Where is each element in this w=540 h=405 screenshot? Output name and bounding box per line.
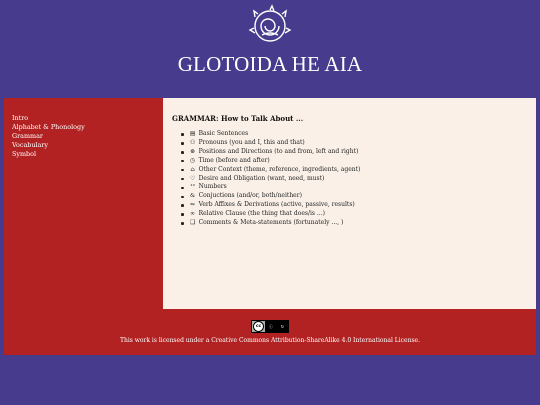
license-text[interactable]: This work is licensed under a Creative Commons Attribution-ShareAlike 4.0 International License. [119, 337, 420, 344]
bullet [181, 169, 184, 172]
topic-label[interactable]: Positions and Directions (to and from, left and right) [198, 147, 359, 155]
link-icon: ∞ [190, 211, 196, 218]
heart-icon: ♡ [189, 175, 196, 182]
topic-desire-obligation[interactable] [181, 175, 360, 184]
topic-conjunctions[interactable] [181, 192, 360, 201]
topic-label[interactable]: Desire and Obligation (want, need, must) [198, 174, 325, 182]
numbers-icon: ¹² [190, 184, 195, 191]
sidebar-nav [12, 114, 162, 159]
topic-label[interactable]: Conjuctions (and/or, both/neither) [198, 192, 302, 200]
ampersand-icon: & [190, 193, 196, 200]
topic-relative-clause[interactable] [181, 210, 360, 219]
sidebar-item-symbol[interactable]: Symbol [12, 150, 37, 158]
sidebar-item-intro[interactable]: Intro [12, 114, 29, 122]
topic-label[interactable]: Basic Sentences [198, 130, 249, 137]
topic-label[interactable]: Time (before and after) [198, 156, 270, 164]
bullet [181, 222, 184, 225]
bullet [181, 213, 184, 216]
site-title: GLOTOIDA HE AIA [177, 52, 363, 76]
book-icon: ▤ [189, 131, 196, 137]
bullet [181, 196, 184, 199]
tag-icon: ⌂ [190, 166, 195, 173]
sidebar-item-grammar[interactable]: Grammar [12, 132, 43, 140]
topic-label[interactable]: Comments & Meta-statements (fortunately ..., ) [198, 219, 344, 227]
topic-pronouns[interactable] [181, 139, 360, 148]
rose-emblem-icon [248, 3, 292, 47]
bullet [181, 178, 184, 181]
topic-time[interactable] [181, 157, 360, 166]
comment-icon: ❏ [189, 220, 196, 227]
bullet [181, 187, 184, 190]
bullet [181, 142, 184, 145]
sidebar-item-vocabulary[interactable]: Vocabulary [12, 141, 48, 149]
creative-commons-icon: cc [253, 321, 264, 332]
topic-list [181, 130, 360, 228]
topic-label[interactable]: Relative Clause (the thing that does/is ...) [198, 210, 325, 218]
topic-label[interactable]: Other Context (theme, reference, ingredients, agent) [198, 165, 361, 173]
affix-icon: ⇋ [190, 202, 196, 209]
topic-label[interactable]: Verb Affixes & Derivations (active, passive, results) [198, 201, 355, 209]
page-heading: GRAMMAR: How to Talk About ... [172, 114, 304, 123]
bullet [181, 133, 184, 136]
sidebar-item-alphabet-phonology[interactable]: Alphabet & Phonology [12, 123, 85, 131]
topic-label[interactable]: Pronouns (you and I, this and that) [198, 138, 305, 146]
bullet [181, 160, 184, 163]
main-content [163, 98, 536, 309]
topic-verb-affixes[interactable] [181, 201, 360, 210]
content-frame [4, 98, 536, 355]
clock-icon: ◷ [190, 157, 196, 164]
bullet [181, 151, 184, 154]
topic-numbers[interactable] [181, 183, 360, 192]
by-sa-icon: ⓘ ↻ [265, 321, 288, 332]
topic-label[interactable]: Numbers [198, 183, 227, 191]
topic-comments[interactable] [181, 219, 360, 228]
topic-other-context[interactable] [181, 166, 360, 175]
compass-icon: ⊛ [190, 148, 196, 155]
cc-license-badge[interactable] [251, 320, 289, 333]
topic-positions-directions[interactable] [181, 148, 360, 157]
bullet [181, 204, 184, 207]
topic-basic-sentences[interactable] [181, 130, 360, 139]
people-icon: ⚇ [189, 139, 196, 146]
